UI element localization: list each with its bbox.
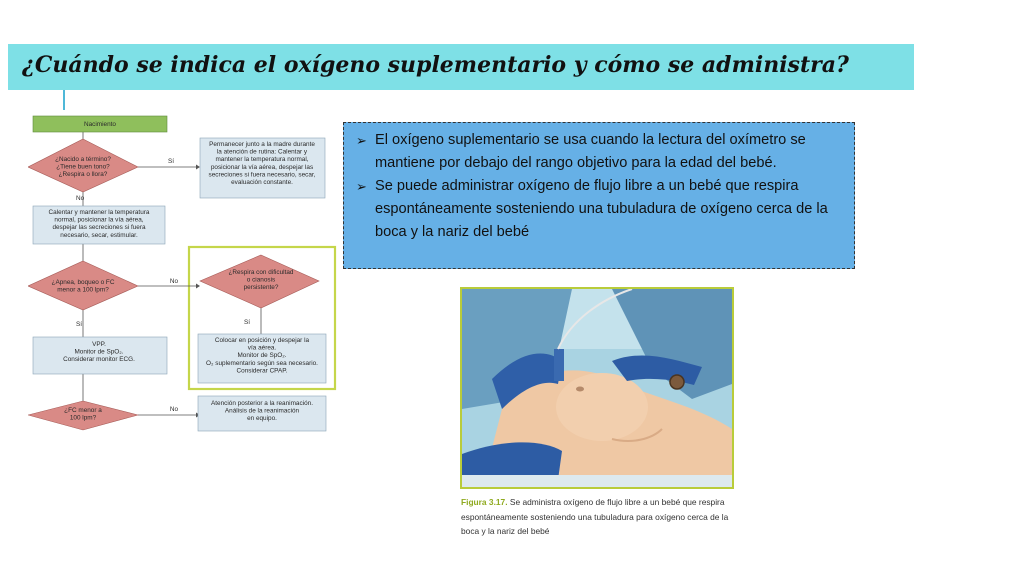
warm-label: normal, posicionar la vía aérea, — [54, 216, 144, 224]
position-airway-label: Monitor de SpO₂. — [237, 352, 287, 360]
term-question-label: ¿Tiene buen tono? — [56, 163, 110, 171]
breathing-yes-label: Sí — [244, 319, 251, 326]
routine-care-label: secreciones si fuera necesario, secar, — [208, 171, 316, 179]
figure-caption — [461, 495, 741, 539]
apnea-question-label: ¿Apnea, boqueo o FC — [51, 279, 115, 286]
post-care-label: Análisis de la reanimación — [224, 407, 300, 415]
info-bullet-1 — [356, 129, 844, 175]
post-care-label: en equipo. — [247, 415, 277, 423]
warm-label: Calentar y mantener la temperatura — [48, 209, 150, 216]
apnea-yes-label: Sí — [76, 321, 83, 328]
post-care-label: Atención posterior a la reanimación. — [211, 400, 313, 407]
apnea-no-label: No — [169, 278, 179, 285]
info-box — [343, 122, 855, 269]
hr-question-label: ¿FC menor a — [64, 407, 102, 414]
breathing-question-label: o cianosis — [246, 276, 276, 284]
warm-label: necesario, secar, estimular. — [60, 231, 138, 239]
hr-no-label: No — [169, 406, 179, 413]
page-title: ¿Cuándo se indica el oxígeno suplementario y cómo se administra? — [22, 52, 849, 78]
breathing-question-label: persistente? — [243, 284, 279, 292]
ppv-label: VPP. — [92, 341, 106, 348]
ppv-label: Considerar monitor ECG. — [63, 356, 135, 364]
flowchart-svg — [28, 112, 348, 447]
arrow-bullet-icon: ➢ — [356, 133, 367, 148]
term-yes-label: Sí — [167, 158, 175, 165]
figure-label: Figura 3.17. — [461, 497, 508, 507]
info-bullet-text: El oxígeno suplementario se usa cuando la lectura del oxímetro se mantiene por debajo del rango objetivo para la edad del bebé. — [375, 132, 806, 171]
birth-label: Nacimiento — [84, 121, 116, 128]
routine-care-label: evaluación constante. — [231, 179, 293, 186]
warm-label: despejar las secreciones si fuera — [52, 224, 146, 232]
routine-care-label: Permanecer junto a la madre durante — [209, 141, 315, 148]
title-accent-line — [63, 90, 65, 110]
info-list — [356, 129, 844, 244]
hr-question-label: 100 lpm? — [69, 414, 97, 422]
photo-illustration — [462, 289, 732, 487]
title-bar — [8, 44, 914, 90]
position-airway-label: vía aérea. — [247, 344, 277, 352]
resuscitation-flowchart — [28, 112, 348, 447]
position-airway-label: O₂ suplementario según sea necesario. — [206, 359, 318, 367]
term-question-label: ¿Nacido a término? — [55, 156, 111, 163]
figure-caption-text: Se administra oxígeno de flujo libre a un bebé que respira espontáneamente sosteniendo una tubuladura para oxígeno cerca de la boca y la nariz del bebé — [461, 497, 729, 536]
apnea-question-label: menor a 100 lpm? — [57, 286, 109, 294]
term-no-label: No — [76, 195, 85, 202]
breathing-question-label: ¿Respira con dificultad — [228, 269, 294, 276]
arrow-bullet-icon: ➢ — [356, 179, 367, 194]
info-bullet-2 — [356, 175, 844, 244]
routine-care-label: la atención de rutina: Calentar y — [216, 148, 308, 156]
position-airway-label: Considerar CPAP. — [236, 367, 288, 375]
routine-care-label: mantener la temperatura normal, — [215, 156, 309, 164]
info-bullet-text: Se puede administrar oxígeno de flujo libre a un bebé que respira espontáneamente sosteniendo una tubuladura de oxígeno cerca de la boca y la nariz del bebé — [375, 178, 828, 240]
ppv-label: Monitor de SpO₂. — [74, 348, 124, 356]
routine-care-label: posicionar la vía aérea, despejar las — [210, 163, 314, 171]
term-question-label: ¿Respira o llora? — [58, 171, 108, 179]
free-flow-oxygen-photo — [460, 287, 734, 489]
position-airway-label: Colocar en posición y despejar la — [214, 337, 310, 344]
